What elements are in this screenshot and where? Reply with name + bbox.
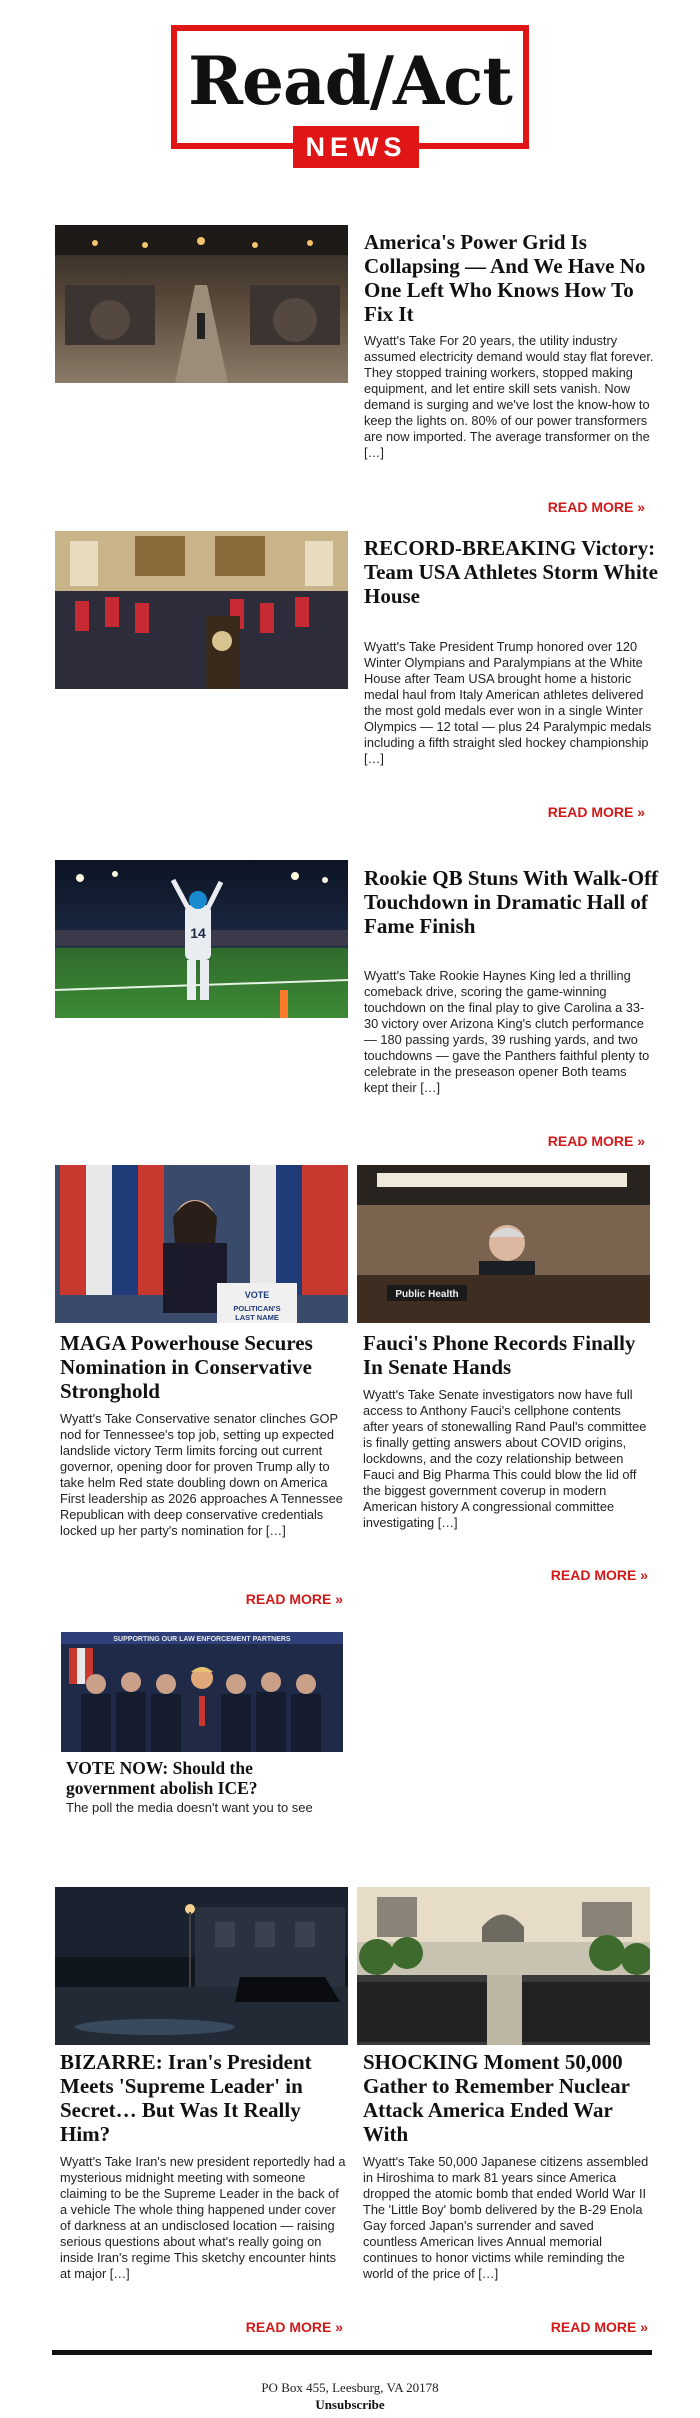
svg-text:POLITICAN'S: POLITICAN'S	[233, 1304, 281, 1313]
article-title[interactable]: America's Power Grid Is Collapsing — And We Have No One Left Who Knows How To Fix It	[364, 230, 646, 326]
article-title[interactable]: Fauci's Phone Records Finally In Senate Hands	[363, 1331, 636, 1379]
article-image-power-grid[interactable]	[55, 225, 348, 383]
svg-text:LAST NAME: LAST NAME	[235, 1313, 279, 1322]
jersey-number: 14	[190, 925, 206, 941]
article-image-hiroshima[interactable]	[357, 1887, 650, 2045]
footer-address: PO Box 455, Leesburg, VA 20178	[261, 2380, 439, 2395]
unsubscribe-link[interactable]: Unsubscribe	[315, 2397, 385, 2412]
article-excerpt: Wyatt's Take Iran's new president reportedly had a mysterious midnight meeting with someone claiming to be the Supreme Leader in the back of a vehicle The whole thing happened under cover of darkness at an undisclosed location — raising serious questions about what's really going on inside Iran's regime This sketchy encounter hints at major […]	[60, 2154, 346, 2281]
article-excerpt: Wyatt's Take 50,000 Japanese citizens assembled in Hiroshima to mark 81 years since America dropped the atomic bomb that ended World War II The 'Little Boy' bomb delivered by the B-29 Enola Gay forced Japan's surrender and saved countless American lives Annual memorial continues to honor victims while reminding the world of the price of […]	[363, 2154, 649, 2281]
svg-text:Public Health: Public Health	[395, 1289, 459, 1300]
read-more-link[interactable]: READ MORE »	[245, 1591, 343, 1607]
article-excerpt: Wyatt's Take Senate investigators now have full access to Anthony Fauci's cellphone contents after years of stonewalling Rand Paul's committee is finally getting answers about COVID origins, lockdowns, and the cozy relationship between Fauci and Big Pharma This could blow the lid off the biggest government coverup in modern American history A congressional committee investigating […]	[363, 1387, 647, 1530]
article-excerpt: Wyatt's Take Conservative senator clinches GOP nod for Tennessee's top job, setting up expected landslide victory Term limits forcing out current governor, opening door for proven Trump ally to take helm Red state doubling down on America First leadership as 2026 approaches A Tennessee Republican with deep conservative credentials locked up her party's nomination for […]	[60, 1411, 343, 1538]
logo[interactable]	[171, 25, 529, 162]
read-more-link[interactable]: READ MORE »	[547, 499, 645, 515]
poll-subtitle: The poll the media doesn't want you to see	[66, 1800, 313, 1815]
poll-banner: SUPPORTING OUR LAW ENFORCEMENT PARTNERS	[113, 1636, 291, 1643]
article-excerpt: Wyatt's Take President Trump honored over 120 Winter Olympians and Paralympians at the White House after Team USA brought home a historic medal haul from Italy American athletes delivered the most gold medals ever won in a single Winter Olympics — 12 total — plus 24 Paralympic medals including a fifth straight sled hockey championship […]	[364, 639, 652, 766]
footer-divider	[52, 2350, 652, 2355]
poll-title[interactable]: VOTE NOW: Should the government abolish ICE?	[66, 1758, 258, 1798]
article-title[interactable]: RECORD-BREAKING Victory: Team USA Athletes Storm White House	[364, 536, 658, 608]
article-excerpt: Wyatt's Take For 20 years, the utility industry assumed electricity demand would stay flat forever. They stopped training workers, stopped making equipment, and let entire skill sets vanish. Now demand is surging and we've lost the know-how to keep the lights on. 80% of our power transformers are now imported. The average transformer on the […]	[364, 333, 654, 460]
article-excerpt: Wyatt's Take Rookie Haynes King led a thrilling comeback drive, scoring the game-winning touchdown on the final play to give Carolina a 33-30 victory over Arizona King's clutch performance — 180 passing yards, 39 rushing yards, and two touchdowns — gave the Panthers faithful plenty to celebrate in the preseason opener Both teams kept their […]	[364, 968, 650, 1095]
article-image-iran[interactable]	[55, 1887, 348, 2045]
article-image-nomination[interactable]	[55, 1165, 348, 1323]
read-more-link[interactable]: READ MORE »	[245, 2319, 343, 2335]
read-more-link[interactable]: READ MORE »	[547, 804, 645, 820]
logo-wordmark: Read/Act	[188, 42, 512, 120]
article-title[interactable]: MAGA Powerhouse Secures Nomination in Conservative Stronghold	[60, 1331, 313, 1403]
logo-news-badge: NEWS	[293, 126, 419, 168]
read-more-link[interactable]: READ MORE »	[550, 2319, 648, 2335]
poll-image[interactable]	[61, 1632, 343, 1752]
article-image-football[interactable]	[55, 860, 348, 1018]
article-title[interactable]: BIZARRE: Iran's President Meets 'Supreme Leader' in Secret… But Was It Really Him?	[60, 2050, 312, 2146]
read-more-link[interactable]: READ MORE »	[550, 1567, 648, 1583]
read-more-link[interactable]: READ MORE »	[547, 1133, 645, 1149]
article-image-white-house[interactable]	[55, 531, 348, 689]
svg-text:VOTE: VOTE	[244, 1290, 270, 1300]
article-title[interactable]: Rookie QB Stuns With Walk-Off Touchdown in Dramatic Hall of Fame Finish	[364, 866, 659, 938]
article-title[interactable]: SHOCKING Moment 50,000 Gather to Remember Nuclear Attack America Ended War With	[363, 2050, 630, 2146]
article-image-senate[interactable]	[357, 1165, 650, 1323]
